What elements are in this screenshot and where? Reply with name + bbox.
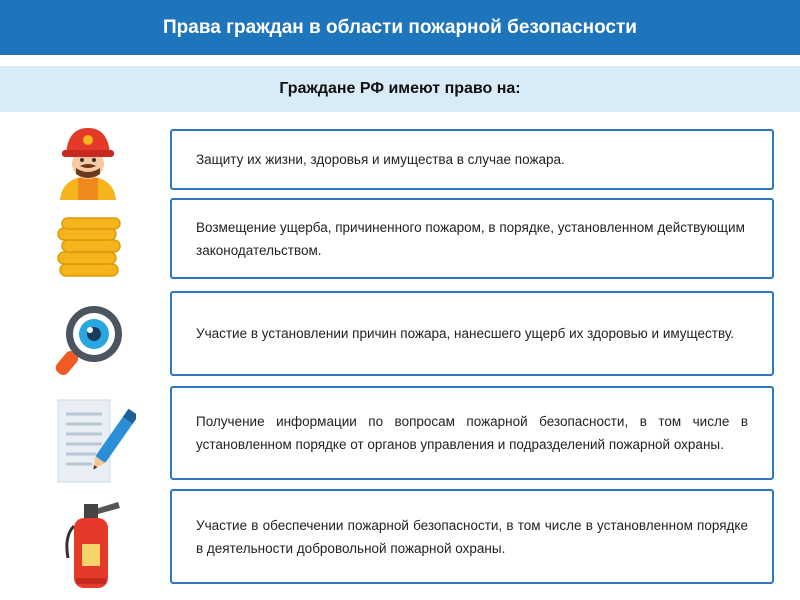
coins-icon	[54, 216, 124, 282]
right-item	[170, 386, 774, 480]
right-text: Защиту их жизни, здоровья и имущества в случае пожара.	[196, 152, 565, 167]
right-item	[170, 489, 774, 584]
document-pen-icon	[56, 398, 136, 484]
right-text: Участие в установлении причин пожара, нанесшего ущерб их здоровью и имуществу.	[196, 326, 734, 341]
page-title: Права граждан в области пожарной безопасности	[0, 0, 800, 55]
right-item	[170, 129, 774, 190]
right-text: Участие в обеспечении пожарной безопасности, в том числе в установленном порядке в деятельности добровольной пожарной охраны.	[196, 517, 748, 556]
right-item	[170, 291, 774, 376]
section-subtitle: Граждане РФ имеют право на:	[0, 66, 800, 112]
right-text: Получение информации по вопросам пожарной безопасности, в том числе в установленном порядке от органов управления и подразделений пожарной охраны.	[196, 414, 748, 452]
right-item	[170, 198, 774, 279]
right-text: Возмещение ущерба, причиненного пожаром, в порядке, установленном действующим законодательством.	[196, 219, 745, 258]
firefighter-icon	[56, 124, 120, 200]
magnifier-icon	[54, 302, 124, 378]
fire-extinguisher-icon	[62, 496, 126, 590]
